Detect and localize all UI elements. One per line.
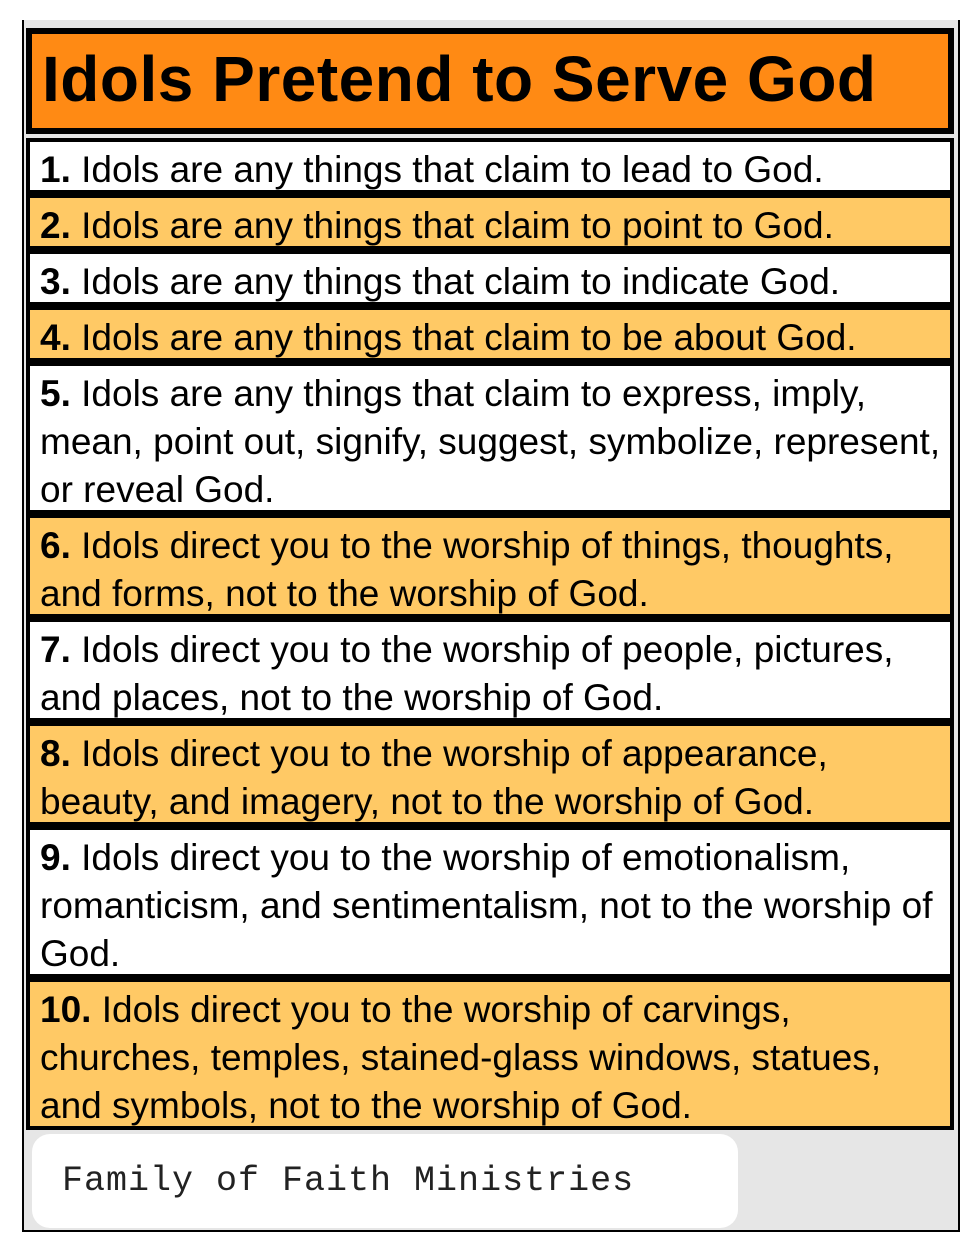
item-text: Idols are any things that claim to be about God. xyxy=(70,317,857,358)
footer-ministry-name: Family of Faith Ministries xyxy=(62,1161,635,1201)
item-text: Idols direct you to the worship of carvings, churches, temples, stained-glass windows, statues, and symbols, not to the worship of God. xyxy=(40,989,882,1126)
list-item-2 xyxy=(26,194,954,250)
item-number: 10. xyxy=(40,989,92,1030)
list-item-3 xyxy=(26,250,954,306)
item-text: Idols direct you to the worship of people, pictures, and places, not to the worship of God. xyxy=(40,629,894,718)
item-text: Idols direct you to the worship of appearance, beauty, and imagery, not to the worship of God. xyxy=(40,733,828,822)
item-number: 4. xyxy=(40,317,71,358)
item-number: 6. xyxy=(40,525,71,566)
item-text: Idols direct you to the worship of things, thoughts, and forms, not to the worship of God. xyxy=(40,525,894,614)
list-item-6 xyxy=(26,514,954,618)
page-title: Idols Pretend to Serve God xyxy=(42,43,877,115)
item-text: Idols are any things that claim to indicate God. xyxy=(70,261,841,302)
list-item-8 xyxy=(26,722,954,826)
item-text: Idols are any things that claim to lead to God. xyxy=(70,149,824,190)
item-number: 5. xyxy=(40,373,71,414)
footer-card xyxy=(32,1134,738,1228)
list-item-5 xyxy=(26,362,954,514)
item-number: 2. xyxy=(40,205,71,246)
item-number: 9. xyxy=(40,837,71,878)
item-text: Idols direct you to the worship of emotionalism, romanticism, and sentimentalism, not to the worship of God. xyxy=(40,837,933,974)
item-text: Idols are any things that claim to point to God. xyxy=(70,205,834,246)
list-item-10 xyxy=(26,978,954,1130)
item-number: 3. xyxy=(40,261,71,302)
title-banner xyxy=(26,28,954,134)
list-item-9 xyxy=(26,826,954,978)
list-item-7 xyxy=(26,618,954,722)
list-item-1 xyxy=(26,138,954,194)
item-number: 7. xyxy=(40,629,71,670)
item-text: Idols are any things that claim to express, imply, mean, point out, signify, suggest, symbolize, represent, or reveal God. xyxy=(40,373,941,510)
item-number: 8. xyxy=(40,733,71,774)
item-number: 1. xyxy=(40,149,71,190)
list-item-4 xyxy=(26,306,954,362)
